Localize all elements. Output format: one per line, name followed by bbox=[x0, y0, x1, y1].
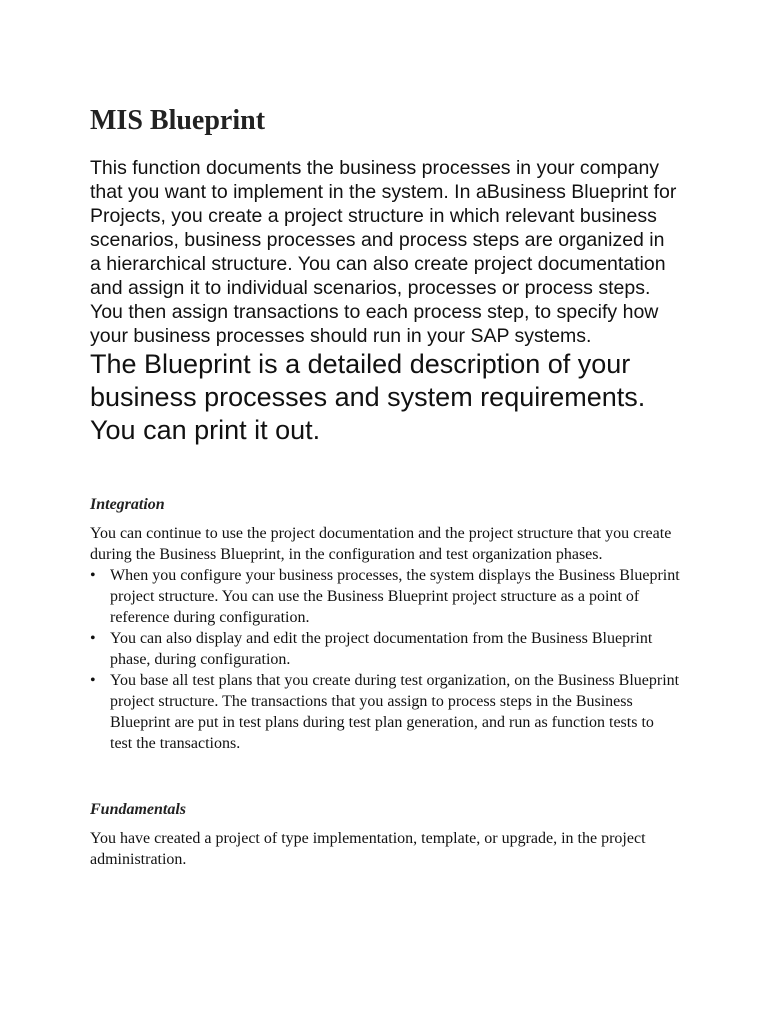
bullet-text: When you configure your business processes, the system displays the Business Blueprint project structure. You can use the Business Blueprint project structure as a point of reference during configuration. bbox=[110, 567, 680, 626]
bullet-dot: • bbox=[90, 567, 96, 584]
fundamentals-paragraph: You have created a project of type implementation, template, or upgrade, in the project administration. bbox=[90, 830, 646, 868]
intro-paragraph: This function documents the business processes in your company that you want to implement in the system. In aBusiness Blueprint for Projects, you create a project structure in which relevant business scenarios, business processes and process steps are organized in a hierarchical structure. You can also create project documentation and assign it to individual scenarios, processes or process steps. You then assign transactions to each process step, to specify how your business processes should run in your SAP systems. bbox=[90, 157, 677, 347]
integration-heading: Integration bbox=[90, 496, 165, 513]
highlight-paragraph: The Blueprint is a detailed description of your business processes and system requirements. You can print it out. bbox=[90, 349, 646, 445]
bullet-text: You can also display and edit the project documentation from the Business Blueprint phase, during configuration. bbox=[110, 630, 653, 668]
bullet-item bbox=[90, 628, 680, 670]
bullet-text: You base all test plans that you create during test organization, on the Business Blueprint project structure. The transactions that you assign to process steps in the Business Blueprint are put in test plans during test plan generation, and run as function tests to test the transactions. bbox=[110, 672, 680, 752]
bullet-item bbox=[90, 670, 680, 754]
fundamentals-heading: Fundamentals bbox=[90, 801, 187, 818]
integration-bullet-list bbox=[90, 565, 680, 754]
page-title: MIS Blueprint bbox=[90, 105, 266, 136]
bullet-dot: • bbox=[90, 630, 96, 647]
bullet-item bbox=[90, 565, 680, 628]
document-content bbox=[90, 104, 690, 870]
bullet-dot: • bbox=[90, 672, 96, 689]
integration-paragraph: You can continue to use the project documentation and the project structure that you create during the Business Blueprint, in the configuration and test organization phases. bbox=[90, 525, 672, 563]
